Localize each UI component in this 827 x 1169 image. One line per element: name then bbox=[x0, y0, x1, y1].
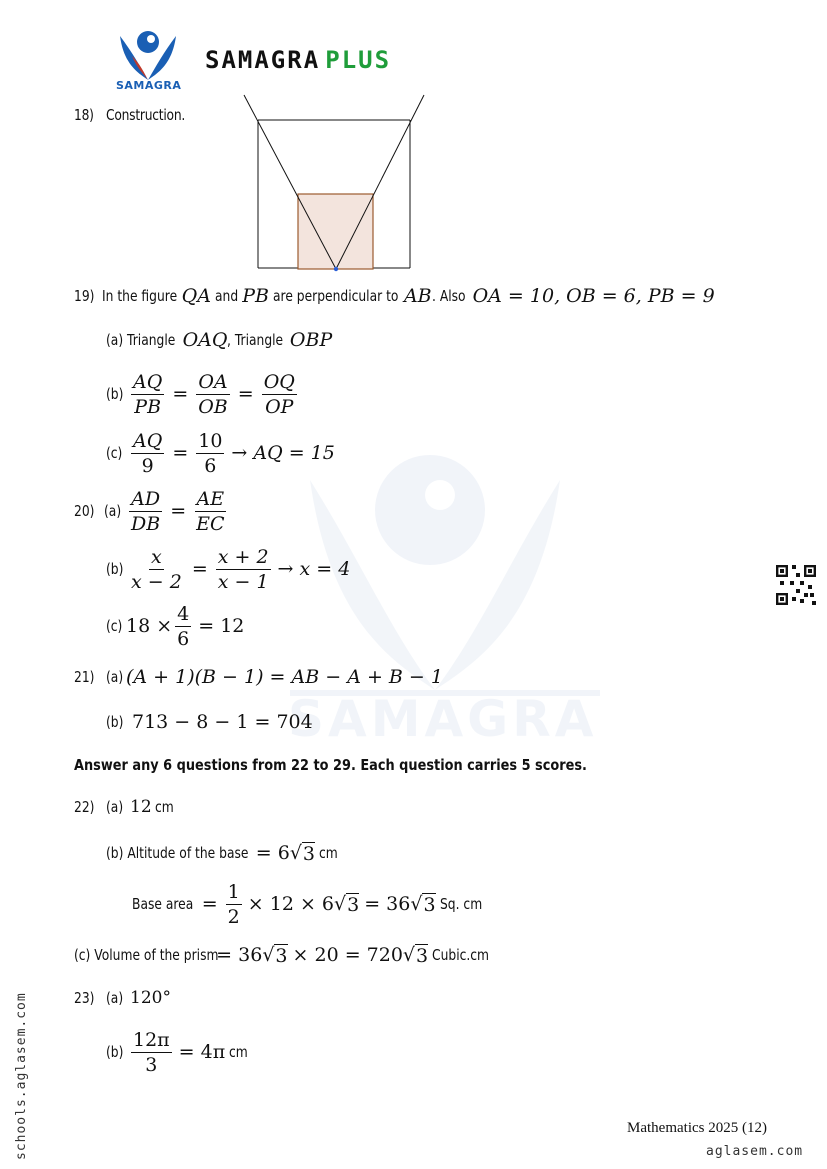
denominator: DB bbox=[131, 512, 161, 535]
q22-c-sqrt1: 3 bbox=[275, 944, 288, 967]
q19-intro bbox=[74, 284, 715, 308]
q23-b bbox=[106, 1026, 252, 1078]
equals-sign: = bbox=[170, 500, 187, 522]
q22-number: 22) bbox=[74, 798, 95, 816]
q21-b-label: (b) bbox=[106, 713, 124, 731]
q22-a-unit: cm bbox=[154, 798, 174, 816]
q19-b bbox=[106, 368, 300, 420]
q21-a-expr: (A + 1)(B − 1) = AB − A + B − 1 bbox=[126, 666, 443, 688]
q22-base-eq: = bbox=[201, 893, 218, 915]
q19-a-triangle1: OAQ bbox=[182, 329, 228, 351]
q22-base-unit: Sq. cm bbox=[439, 895, 482, 913]
q22-base-sqrt1: 3 bbox=[347, 893, 360, 916]
q20-b-label: (b) bbox=[106, 560, 124, 578]
q19-text-b: are perpendicular to bbox=[272, 287, 399, 305]
q21-b bbox=[106, 709, 313, 735]
sqrt-symbol: √ bbox=[262, 944, 275, 966]
vertex-point bbox=[334, 267, 338, 271]
q19-a-label: (a) Triangle bbox=[106, 331, 176, 349]
sqrt-symbol: √ bbox=[289, 842, 302, 864]
brand-title bbox=[205, 46, 391, 74]
q22-a-value: 12 bbox=[130, 797, 152, 817]
q22-c-label: (c) Volume of the prism bbox=[74, 946, 219, 964]
q19-a bbox=[106, 328, 332, 352]
numerator: OA bbox=[198, 370, 228, 393]
denominator: x − 2 bbox=[131, 570, 182, 593]
q20-b bbox=[106, 543, 350, 595]
equals-sign: = bbox=[172, 442, 189, 464]
q22-c-mid: × 20 = 720 bbox=[292, 944, 403, 966]
numerator: AQ bbox=[133, 370, 163, 393]
denominator: x − 1 bbox=[217, 570, 269, 593]
sqrt-symbol: √ bbox=[334, 893, 347, 915]
q19-b-frac1 bbox=[131, 371, 164, 418]
q19-c-label: (c) bbox=[106, 444, 123, 462]
q22-base-frac bbox=[226, 881, 242, 928]
denominator: 3 bbox=[145, 1053, 158, 1076]
numerator: AD bbox=[131, 487, 161, 510]
q18-number: 18) bbox=[74, 106, 94, 124]
numerator: OQ bbox=[263, 370, 295, 393]
q19-c-frac1 bbox=[131, 430, 164, 477]
q20-a-frac2 bbox=[194, 488, 226, 535]
q21-a-label: (a) bbox=[106, 668, 124, 686]
numerator: AE bbox=[196, 487, 225, 510]
q23-b-unit: cm bbox=[229, 1043, 248, 1061]
footer-site: aglasem.com bbox=[706, 1144, 804, 1159]
watermark-text: SAMAGRA bbox=[288, 690, 598, 748]
brand-word-samagra: SAMAGRA bbox=[205, 46, 321, 74]
q20-a-frac1 bbox=[129, 488, 162, 535]
q19-a-comma: , Triangle bbox=[227, 331, 284, 349]
numerator: x + 2 bbox=[217, 545, 269, 568]
sqrt-symbol: √ bbox=[410, 893, 423, 915]
q22-base-sqrt2: 3 bbox=[423, 893, 436, 916]
q22-b-sqrt: 3 bbox=[302, 842, 316, 865]
q20-b-frac1 bbox=[129, 546, 184, 593]
numerator: 1 bbox=[227, 880, 240, 903]
side-site-text: schools.aglasem.com bbox=[14, 992, 29, 1160]
q22-c bbox=[74, 941, 502, 969]
denominator: OB bbox=[198, 395, 228, 418]
q20-number: 20) bbox=[74, 502, 95, 520]
q22-base-label: Base area bbox=[132, 895, 194, 913]
numerator: 4 bbox=[177, 602, 190, 625]
q19-text-a: In the figure bbox=[102, 287, 178, 305]
q19-c bbox=[106, 427, 335, 479]
q20-b-frac2 bbox=[216, 546, 271, 593]
samagra-logo-icon bbox=[112, 26, 184, 82]
numerator: 12π bbox=[133, 1028, 170, 1051]
equals-sign: = bbox=[237, 383, 254, 405]
q22-a-label: (a) bbox=[106, 798, 124, 816]
q18-text: Construction. bbox=[106, 106, 186, 124]
q21-a bbox=[74, 664, 443, 690]
q22-c-eq: = 36 bbox=[216, 944, 263, 966]
q19-number: 19) bbox=[74, 287, 95, 305]
footer-subject: Mathematics 2025 (12) bbox=[627, 1120, 767, 1136]
q23-b-frac bbox=[131, 1029, 172, 1076]
q22-a bbox=[74, 795, 178, 819]
q22-c-sqrt2: 3 bbox=[416, 944, 429, 967]
q22-base bbox=[132, 878, 491, 930]
samagra-logo bbox=[112, 26, 184, 94]
q20-c bbox=[106, 600, 244, 652]
q19-text-and: and bbox=[214, 287, 239, 305]
q22-b-label: (b) Altitude of the base bbox=[106, 844, 249, 862]
equals-sign: = bbox=[172, 383, 189, 405]
q20-c-frac bbox=[175, 603, 191, 650]
ray-right bbox=[336, 95, 424, 269]
q20-c-prefix: 18 × bbox=[126, 615, 173, 637]
q22-c-unit: Cubic.cm bbox=[432, 946, 490, 964]
numerator: x bbox=[151, 545, 162, 568]
q23-a-label: (a) bbox=[106, 989, 124, 1007]
q23-b-label: (b) bbox=[106, 1043, 124, 1061]
q22-b bbox=[106, 839, 342, 867]
denominator: 9 bbox=[141, 454, 154, 477]
q19-text-also: . Also bbox=[431, 287, 466, 305]
denominator: 6 bbox=[177, 627, 190, 650]
q20-c-label: (c) bbox=[106, 617, 123, 635]
q19-values: OA = 10, OB = 6, PB = 9 bbox=[472, 285, 715, 307]
q22-b-unit: cm bbox=[319, 844, 338, 862]
q21-number: 21) bbox=[74, 668, 95, 686]
q19-ab: AB bbox=[403, 285, 432, 307]
equals-sign: = bbox=[191, 558, 208, 580]
q19-c-frac2 bbox=[196, 430, 224, 477]
denominator: 6 bbox=[204, 454, 217, 477]
q19-b-frac2 bbox=[196, 371, 230, 418]
q23-a bbox=[74, 986, 171, 1010]
q20-b-result: → x = 4 bbox=[277, 558, 351, 580]
denominator: EC bbox=[196, 512, 225, 535]
q19-b-frac3 bbox=[262, 371, 297, 418]
brand-word-plus: PLUS bbox=[325, 46, 392, 74]
q19-qa: QA bbox=[181, 285, 211, 307]
construction-figure bbox=[240, 90, 430, 276]
sqrt-symbol: √ bbox=[402, 944, 416, 966]
q23-b-result: = 4π bbox=[178, 1041, 226, 1063]
denominator: 2 bbox=[227, 905, 240, 928]
denominator: PB bbox=[134, 395, 162, 418]
q19-a-triangle2: OBP bbox=[289, 329, 333, 351]
watermark bbox=[270, 440, 610, 750]
logo-caption: SAMAGRA bbox=[116, 79, 182, 92]
numerator: 10 bbox=[198, 429, 223, 452]
qr-code-icon bbox=[776, 565, 816, 605]
q20-c-result: = 12 bbox=[198, 615, 245, 637]
q19-b-label: (b) bbox=[106, 385, 124, 403]
q23-a-value: 120° bbox=[130, 988, 171, 1008]
q22-base-eq2: = 36 bbox=[364, 893, 411, 915]
q19-pb: PB bbox=[242, 285, 269, 307]
q20-a-label: (a) bbox=[104, 502, 122, 520]
q22-base-mid: × 12 × 6 bbox=[247, 893, 334, 915]
inner-square bbox=[298, 194, 373, 269]
section-heading: Answer any 6 questions from 22 to 29. Each question carries 5 scores. bbox=[74, 756, 587, 774]
q20-a bbox=[74, 485, 230, 537]
q21-b-expr: 713 − 8 − 1 = 704 bbox=[132, 711, 313, 733]
q19-c-result: → AQ = 15 bbox=[231, 442, 335, 464]
denominator: OP bbox=[265, 395, 294, 418]
q22-b-expr: = 6 bbox=[255, 842, 290, 864]
numerator: AQ bbox=[133, 429, 163, 452]
q23-number: 23) bbox=[74, 989, 95, 1007]
